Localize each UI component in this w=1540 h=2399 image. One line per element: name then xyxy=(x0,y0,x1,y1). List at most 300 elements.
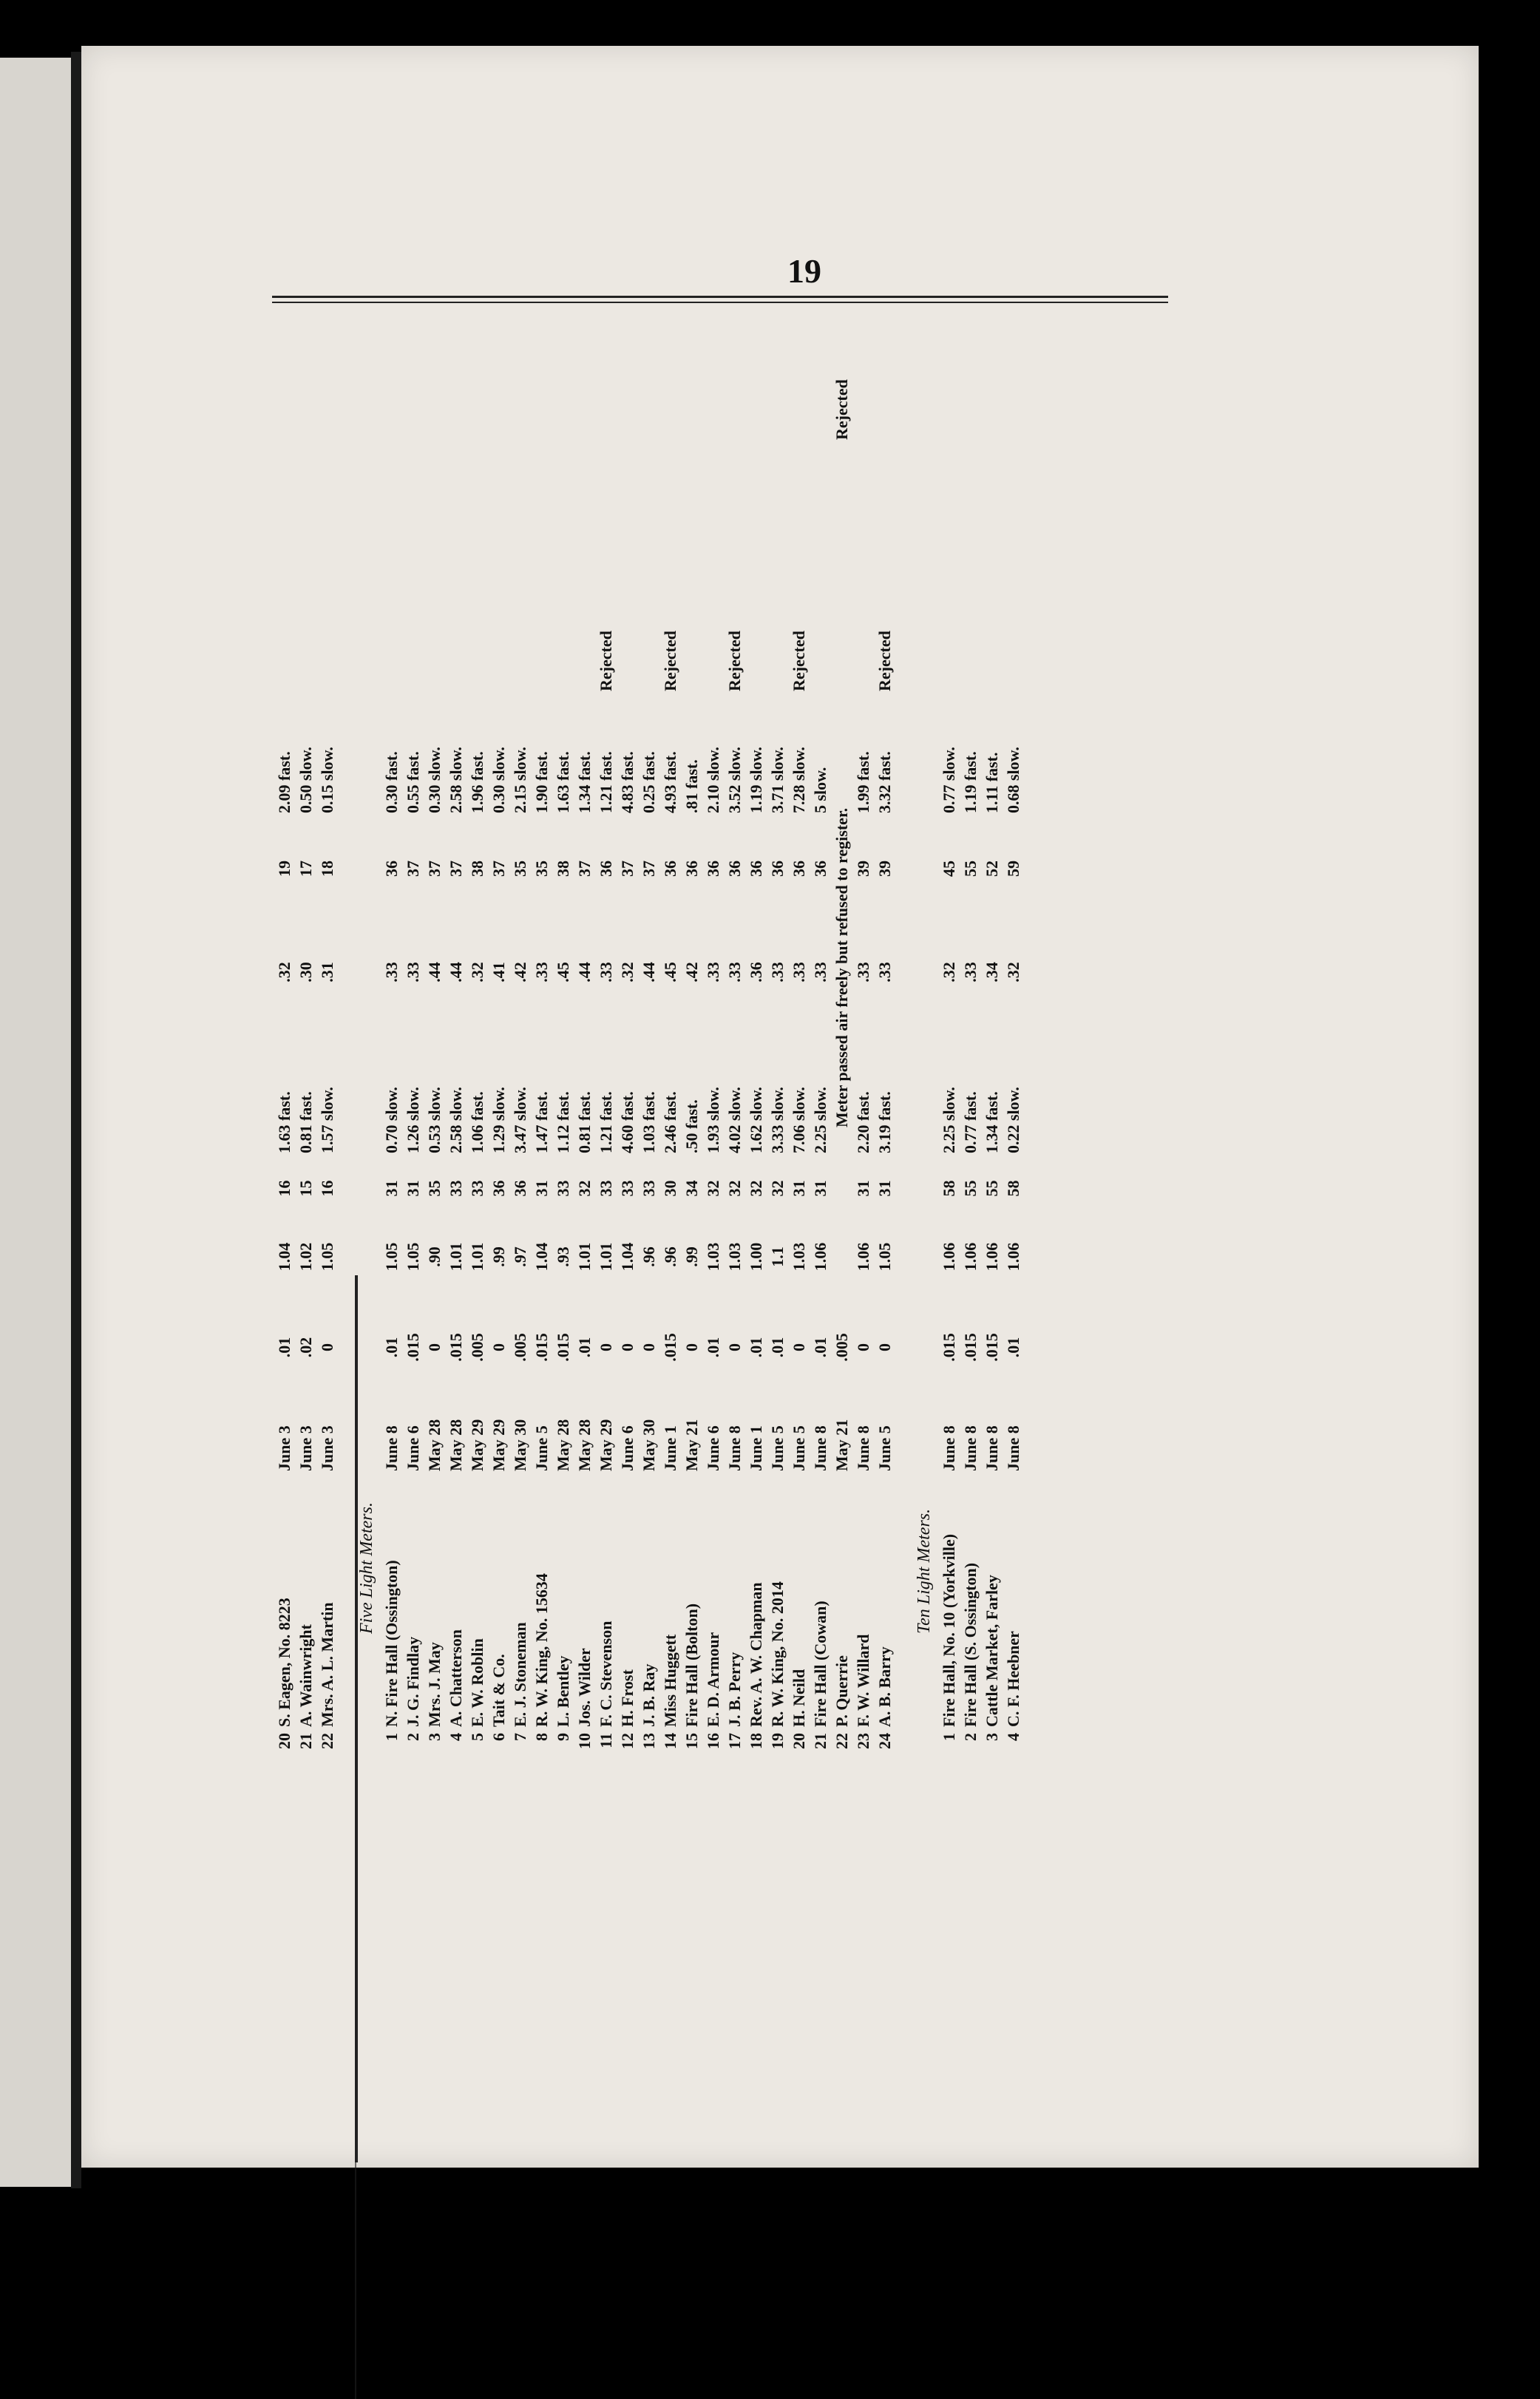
cell-name: E. D. Armour xyxy=(703,1632,722,1727)
cell-f: 37 xyxy=(403,861,422,877)
cell-b: 1.04 xyxy=(617,1242,637,1272)
cell-e: .33 xyxy=(810,962,830,983)
cell-name: C. F. Heebner xyxy=(1003,1631,1022,1727)
cell-f: 39 xyxy=(853,861,872,877)
cell-a: 0 xyxy=(617,1343,637,1351)
cell-no: 9 xyxy=(553,1733,572,1741)
cell-g: 1.19 slow. xyxy=(746,747,765,813)
cell-no: 2 xyxy=(960,1733,980,1741)
cell-no: 21 xyxy=(810,1733,830,1749)
cell-e: .45 xyxy=(553,962,572,983)
cell-g: 0.30 slow. xyxy=(489,747,508,813)
cell-name: Tait & Co. xyxy=(489,1654,508,1727)
cell-a: 0 xyxy=(424,1343,444,1351)
cell-b: 1.03 xyxy=(789,1242,808,1272)
table-row xyxy=(981,251,1003,1760)
cell-b: 1.01 xyxy=(446,1242,465,1272)
cell-d: 2.46 fast. xyxy=(660,1091,679,1153)
cell-d: 1.12 fast. xyxy=(553,1091,572,1153)
adjacent-page-edge xyxy=(0,58,71,2187)
cell-name: Fire Hall, No. 10 (Yorkville) xyxy=(939,1533,958,1727)
cell-f: 18 xyxy=(317,861,336,877)
cell-f: 36 xyxy=(703,861,722,877)
cell-a: .01 xyxy=(703,1337,722,1358)
cell-g: 0.30 slow. xyxy=(424,747,444,813)
cell-no: 10 xyxy=(574,1733,594,1749)
cell-name: A. Chatterson xyxy=(446,1629,465,1727)
table-row xyxy=(316,251,338,1760)
cell-e: .32 xyxy=(274,962,294,983)
cell-name: J. B. Perry xyxy=(725,1652,744,1727)
cell-c: 31 xyxy=(810,1180,830,1197)
cell-name: F. W. Willard xyxy=(853,1634,872,1727)
cell-date: June 8 xyxy=(810,1425,830,1471)
cell-no: 20 xyxy=(789,1733,808,1749)
cell-g: 7.28 slow. xyxy=(789,747,808,813)
cell-f: 37 xyxy=(424,861,444,877)
cell-name: N. Fire Hall (Ossington) xyxy=(381,1560,401,1727)
cell-g: 3.32 fast. xyxy=(875,751,894,813)
cell-f: 36 xyxy=(682,861,701,877)
cell-b: 1.06 xyxy=(810,1242,830,1272)
cell-e: .44 xyxy=(574,962,594,983)
cell-name: J. G. Findlay xyxy=(403,1636,422,1727)
cell-g: 1.19 fast. xyxy=(960,751,980,813)
cell-d: 0.70 slow. xyxy=(381,1087,401,1153)
cell-name: R. W. King, No. 15634 xyxy=(532,1573,551,1727)
cell-no: 19 xyxy=(767,1733,787,1749)
cell-name: H. Neild xyxy=(789,1669,808,1727)
cell-c: 30 xyxy=(660,1180,679,1197)
cell-g: 0.30 fast. xyxy=(381,751,401,813)
cell-name: F. C. Stevenson xyxy=(596,1621,615,1727)
table-row xyxy=(681,251,702,1760)
cell-d: 1.57 slow. xyxy=(317,1087,336,1153)
cell-date: May 30 xyxy=(639,1419,658,1471)
cell-name: E. W. Roblin xyxy=(467,1638,486,1727)
cell-name: L. Bentley xyxy=(553,1655,572,1727)
cell-c: 34 xyxy=(682,1180,701,1197)
cell-date: June 5 xyxy=(532,1425,551,1471)
table-section xyxy=(353,251,895,1760)
cell-no: 21 xyxy=(296,1733,315,1749)
cell-date: June 3 xyxy=(274,1425,294,1471)
cell-h: Rejected xyxy=(832,379,851,440)
cell-e: .33 xyxy=(596,962,615,983)
cell-e: .33 xyxy=(960,962,980,983)
cell-date: June 8 xyxy=(982,1425,1001,1471)
cell-e: .32 xyxy=(1003,962,1022,983)
cell-a: .01 xyxy=(574,1337,594,1358)
cell-g: 3.71 slow. xyxy=(767,747,787,813)
cell-e: .33 xyxy=(767,962,787,983)
cell-d: 1.34 fast. xyxy=(982,1091,1001,1153)
cell-e: .30 xyxy=(296,962,315,983)
cell-a: .01 xyxy=(274,1337,294,1358)
cell-g: .81 fast. xyxy=(682,759,701,813)
cell-no: 17 xyxy=(725,1733,744,1749)
table-row xyxy=(552,251,574,1760)
section-gap xyxy=(895,251,910,1760)
table-row xyxy=(852,251,874,1760)
cell-date: May 21 xyxy=(682,1419,701,1471)
cell-b: 1.06 xyxy=(982,1242,1001,1272)
cell-g: 2.58 slow. xyxy=(446,747,465,813)
cell-f: 36 xyxy=(810,861,830,877)
cell-d: 1.62 slow. xyxy=(746,1087,765,1153)
cell-date: May 28 xyxy=(553,1419,572,1471)
cell-g: 1.90 fast. xyxy=(532,751,551,813)
cell-c: 33 xyxy=(639,1180,658,1197)
cell-c: 33 xyxy=(596,1180,615,1197)
cell-a: .015 xyxy=(939,1333,958,1362)
cell-d: 4.02 slow. xyxy=(725,1087,744,1153)
cell-b: 1.03 xyxy=(725,1242,744,1272)
cell-a: 0 xyxy=(725,1343,744,1351)
cell-h: Rejected xyxy=(725,631,744,691)
table-row xyxy=(595,251,617,1760)
cell-c: 33 xyxy=(467,1180,486,1197)
meter-test-table xyxy=(274,251,1024,1760)
cell-f: 37 xyxy=(446,861,465,877)
cell-d: 1.29 slow. xyxy=(489,1087,508,1153)
cell-date: June 8 xyxy=(960,1425,980,1471)
cell-b: 1.01 xyxy=(596,1242,615,1272)
cell-g: 2.09 fast. xyxy=(274,751,294,813)
cell-g: 1.11 fast. xyxy=(982,752,1001,813)
cell-date: May 30 xyxy=(510,1419,529,1471)
cell-b: 1.04 xyxy=(532,1242,551,1272)
cell-a: .02 xyxy=(296,1337,315,1358)
cell-f: 52 xyxy=(982,861,1001,877)
cell-e: .33 xyxy=(789,962,808,983)
cell-b: 1.05 xyxy=(875,1242,894,1272)
cell-d: 2.25 slow. xyxy=(810,1087,830,1153)
cell-date: June 5 xyxy=(789,1425,808,1471)
cell-e: .44 xyxy=(424,962,444,983)
cell-g: 0.15 slow. xyxy=(317,747,336,813)
cell-c: 36 xyxy=(489,1180,508,1197)
cell-c: 58 xyxy=(1003,1180,1022,1197)
cell-g: 0.77 slow. xyxy=(939,747,958,813)
cell-no: 14 xyxy=(660,1733,679,1749)
cell-name: Fire Hall (Bolton) xyxy=(682,1603,701,1727)
table-row xyxy=(467,251,488,1760)
table-section xyxy=(910,251,1024,1760)
table-row xyxy=(381,251,402,1760)
cell-date: June 5 xyxy=(875,1425,894,1471)
cell-b: .96 xyxy=(660,1246,679,1267)
cell-date: June 8 xyxy=(725,1425,744,1471)
cell-d: 1.03 fast. xyxy=(639,1091,658,1153)
cell-c: 36 xyxy=(510,1180,529,1197)
cell-h: Rejected xyxy=(789,631,808,691)
cell-name: Miss Huggett xyxy=(660,1634,679,1727)
cell-c: 31 xyxy=(532,1180,551,1197)
cell-date: June 8 xyxy=(853,1425,872,1471)
table-row xyxy=(745,251,767,1760)
cell-e: .41 xyxy=(489,962,508,983)
cell-date: May 28 xyxy=(424,1419,444,1471)
cell-no: 2 xyxy=(403,1733,422,1741)
cell-name: Rev. A. W. Chapman xyxy=(746,1582,765,1727)
cell-g: 3.52 slow. xyxy=(725,747,744,813)
cell-b: 1.05 xyxy=(381,1242,401,1272)
cell-c: 16 xyxy=(317,1180,336,1197)
section-gap xyxy=(338,251,353,1760)
cell-name: E. J. Stoneman xyxy=(510,1622,529,1727)
cell-h: Rejected xyxy=(660,631,679,691)
cell-a: .005 xyxy=(467,1333,486,1362)
cell-a: .005 xyxy=(510,1333,529,1362)
cell-no: 12 xyxy=(617,1733,637,1749)
cell-name: P. Querrie xyxy=(832,1655,851,1727)
table-row xyxy=(617,251,638,1760)
cell-b: 1.03 xyxy=(703,1242,722,1272)
table-row xyxy=(788,251,810,1760)
cell-no: 7 xyxy=(510,1733,529,1741)
cell-g: 1.21 fast. xyxy=(596,751,615,813)
cell-g: 1.63 fast. xyxy=(553,751,572,813)
table-row xyxy=(531,251,552,1760)
cell-g: 0.50 slow. xyxy=(296,747,315,813)
cell-date: June 5 xyxy=(767,1425,787,1471)
cell-no: 4 xyxy=(1003,1733,1022,1741)
table-row xyxy=(424,251,445,1760)
cell-a: .015 xyxy=(960,1333,980,1362)
cell-date: June 1 xyxy=(660,1425,679,1471)
cell-no: 16 xyxy=(703,1733,722,1749)
cell-f: 36 xyxy=(660,861,679,877)
cell-no: 6 xyxy=(489,1733,508,1741)
cell-no: 11 xyxy=(596,1733,615,1748)
cell-date: May 28 xyxy=(446,1419,465,1471)
cell-date: May 28 xyxy=(574,1419,594,1471)
cell-b: 1.01 xyxy=(574,1242,594,1272)
cell-f: 35 xyxy=(510,861,529,877)
cell-no: 15 xyxy=(682,1733,701,1749)
cell-c: 55 xyxy=(960,1180,980,1197)
cell-c: 31 xyxy=(875,1180,894,1197)
cell-f: 36 xyxy=(746,861,765,877)
cell-a: .015 xyxy=(532,1333,551,1362)
cell-g: 4.93 fast. xyxy=(660,751,679,813)
cell-no: 1 xyxy=(939,1733,958,1741)
cell-no: 4 xyxy=(446,1733,465,1741)
cell-d: 3.33 slow. xyxy=(767,1087,787,1153)
cell-date: June 6 xyxy=(703,1425,722,1471)
cell-no: 22 xyxy=(317,1733,336,1749)
cell-a: .015 xyxy=(982,1333,1001,1362)
table-row xyxy=(509,251,531,1760)
cell-c: 31 xyxy=(403,1180,422,1197)
cell-date: June 8 xyxy=(1003,1425,1022,1471)
cell-f: 37 xyxy=(617,861,637,877)
cell-date: June 6 xyxy=(403,1425,422,1471)
cell-g: 1.34 fast. xyxy=(574,751,594,813)
cell-no: 13 xyxy=(639,1733,658,1749)
cell-b: 1.04 xyxy=(274,1242,294,1272)
cell-date: June 6 xyxy=(617,1425,637,1471)
cell-e: .44 xyxy=(639,962,658,983)
cell-g: 0.68 slow. xyxy=(1003,747,1022,813)
cell-f: 17 xyxy=(296,861,315,877)
cell-name: Mrs. A. L. Martin xyxy=(317,1602,336,1727)
cell-g: 1.99 fast. xyxy=(853,751,872,813)
cell-f: 38 xyxy=(467,861,486,877)
table-section xyxy=(274,251,338,1760)
cell-b: 1.05 xyxy=(317,1242,336,1272)
cell-d: 3.19 fast. xyxy=(875,1091,894,1153)
cell-c: 32 xyxy=(725,1180,744,1197)
cell-e: .33 xyxy=(875,962,894,983)
cell-f: 36 xyxy=(767,861,787,877)
cell-d: 1.21 fast. xyxy=(596,1091,615,1153)
cell-d: 0.22 slow. xyxy=(1003,1087,1022,1153)
cell-no: 23 xyxy=(853,1733,872,1749)
cell-c: 32 xyxy=(767,1180,787,1197)
cell-f: 38 xyxy=(553,861,572,877)
cell-c: 32 xyxy=(703,1180,722,1197)
cell-name: Fire Hall (Cowan) xyxy=(810,1601,830,1727)
cell-a: .01 xyxy=(767,1337,787,1358)
cell-b: 1.02 xyxy=(296,1242,315,1272)
cell-e: .33 xyxy=(532,962,551,983)
cell-e: .33 xyxy=(381,962,401,983)
cell-d: .50 fast. xyxy=(682,1099,701,1153)
cell-b: 1.00 xyxy=(746,1242,765,1272)
page-number: 19 xyxy=(787,252,821,290)
cell-b: 1.06 xyxy=(960,1242,980,1272)
cell-h: Rejected xyxy=(596,631,615,691)
cell-b: .90 xyxy=(424,1246,444,1267)
cell-g: 1.96 fast. xyxy=(467,751,486,813)
cell-name: Mrs. J. May xyxy=(424,1642,444,1727)
cell-e: .44 xyxy=(446,962,465,983)
cell-e: .42 xyxy=(682,962,701,983)
cell-date: May 29 xyxy=(596,1419,615,1471)
table-row xyxy=(810,251,831,1760)
table-row xyxy=(488,251,509,1760)
table-row xyxy=(445,251,467,1760)
cell-a: .01 xyxy=(810,1337,830,1358)
cell-date: June 8 xyxy=(939,1425,958,1471)
cell-d: 0.53 slow. xyxy=(424,1087,444,1153)
cell-date: May 29 xyxy=(489,1419,508,1471)
cell-b: 1.06 xyxy=(853,1242,872,1272)
cell-b: 1.01 xyxy=(467,1242,486,1272)
cell-c: 15 xyxy=(296,1180,315,1197)
table-row xyxy=(295,251,316,1760)
cell-a: .015 xyxy=(553,1333,572,1362)
cell-f: 36 xyxy=(789,861,808,877)
cell-c: 31 xyxy=(853,1180,872,1197)
table-row xyxy=(638,251,659,1760)
cell-no: 22 xyxy=(832,1733,851,1749)
cell-c: 31 xyxy=(789,1180,808,1197)
cell-g: 2.10 slow. xyxy=(703,747,722,813)
section-heading: Ten Light Meters. xyxy=(915,1508,934,1634)
cell-a: 0 xyxy=(317,1343,336,1351)
cell-c: 31 xyxy=(381,1180,401,1197)
cell-f: 36 xyxy=(596,861,615,877)
cell-name: S. Eagen, No. 8223 xyxy=(274,1598,294,1727)
cell-b: .93 xyxy=(553,1246,572,1267)
cell-a: .015 xyxy=(403,1333,422,1362)
cell-e: .45 xyxy=(660,962,679,983)
cell-e: .36 xyxy=(746,962,765,983)
cell-f: 37 xyxy=(574,861,594,877)
cell-no: 3 xyxy=(424,1733,444,1741)
cell-d: 3.47 slow. xyxy=(510,1087,529,1153)
cell-name: Cattle Market, Farley xyxy=(982,1575,1001,1727)
cell-b: .99 xyxy=(682,1246,701,1267)
cell-a: .015 xyxy=(660,1333,679,1362)
cell-name: A. Wainwright xyxy=(296,1624,315,1727)
cell-g: 0.25 fast. xyxy=(639,751,658,813)
cell-no: 5 xyxy=(467,1733,486,1741)
cell-e: .32 xyxy=(939,962,958,983)
cell-no: 3 xyxy=(982,1733,1001,1741)
cell-no: 24 xyxy=(875,1733,894,1749)
cell-a: 0 xyxy=(596,1343,615,1351)
cell-a: 0 xyxy=(875,1343,894,1351)
section-heading: Five Light Meters. xyxy=(357,1502,376,1634)
cell-h: Rejected xyxy=(875,631,894,691)
cell-d: 2.58 slow. xyxy=(446,1087,465,1153)
cell-f: 59 xyxy=(1003,861,1022,877)
cell-name: Jos. Wilder xyxy=(574,1648,594,1727)
cell-d: 1.06 fast. xyxy=(467,1091,486,1153)
table-row xyxy=(659,251,681,1760)
cell-b: 1.1 xyxy=(767,1246,787,1267)
cell-f: 37 xyxy=(639,861,658,877)
cell-name: H. Frost xyxy=(617,1669,637,1727)
cell-b: 1.06 xyxy=(939,1242,958,1272)
cell-d: 2.20 fast. xyxy=(853,1091,872,1153)
cell-no: 1 xyxy=(381,1733,401,1741)
cell-g: 4.83 fast. xyxy=(617,751,637,813)
cell-f: 39 xyxy=(875,861,894,877)
book-spine-shadow xyxy=(71,52,81,2188)
table-row xyxy=(402,251,424,1760)
cell-d: 1.26 slow. xyxy=(403,1087,422,1153)
cell-f: 36 xyxy=(725,861,744,877)
cell-date: June 3 xyxy=(317,1425,336,1471)
cell-g: 0.55 fast. xyxy=(403,751,422,813)
cell-f: 36 xyxy=(381,861,401,877)
cell-d: 0.77 fast. xyxy=(960,1091,980,1153)
cell-f: 35 xyxy=(532,861,551,877)
cell-d: 2.25 slow. xyxy=(939,1087,958,1153)
cell-c: 33 xyxy=(617,1180,637,1197)
cell-name: Fire Hall (S. Ossington) xyxy=(960,1562,980,1727)
table-row xyxy=(1003,251,1024,1760)
cell-no: 18 xyxy=(746,1733,765,1749)
cell-e: .32 xyxy=(617,962,637,983)
cell-e: .33 xyxy=(703,962,722,983)
cell-d: 7.06 slow. xyxy=(789,1087,808,1153)
cell-d: 4.60 fast. xyxy=(617,1091,637,1153)
cell-d: 0.81 fast. xyxy=(296,1091,315,1153)
cell-f: 45 xyxy=(939,861,958,877)
cell-a: .005 xyxy=(832,1333,851,1362)
table-row xyxy=(960,251,981,1760)
cell-a: .015 xyxy=(446,1333,465,1362)
table-row xyxy=(574,251,595,1760)
cell-no: 8 xyxy=(532,1733,551,1741)
cell-no: 20 xyxy=(274,1733,294,1749)
